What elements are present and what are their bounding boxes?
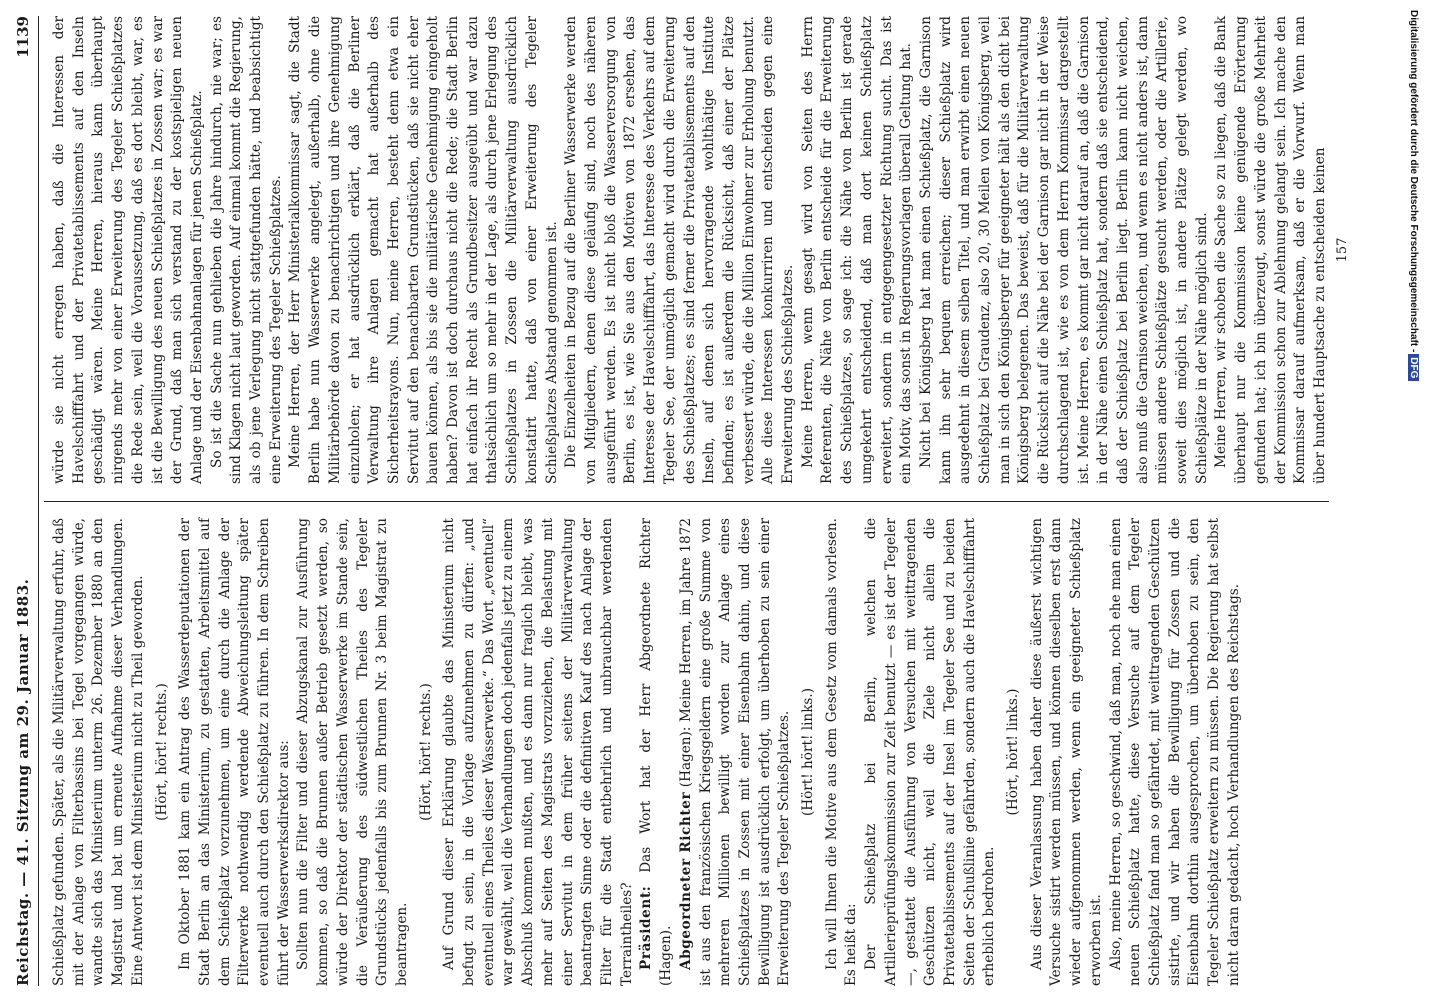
paragraph: Die Einzelheiten in Bezug auf die Berliner Wasserwerke werden von Mitgliedern, denen diese geläufig sind, noch des näheren ausgeführt werden. Es ist nicht bloß die Wasserversorgung von Berlin, es ist, wie Sie aus den Motiven von 1872 ersehen, das Interesse der Havelschifffahrt, das Interesse des Verkehrs auf dem Tegeler See, der unmöglich gemacht wird durch die Erweiterung des Schießplatzes; es sind ferner die Privatetablissements auf den Inseln, auf denen sich hervorragende wohlthätige Institute befinden; es ist außerdem die Rücksicht, daß einer der Plätze verbessert würde, die die Million Einwohner zur Erholung benutzt. Alle diese Interessen konkurriren und entscheiden gegen eine Erweiterung des Schießplatzes. [563, 16, 797, 484]
paragraph: So ist die Sache nun gehlieben die Jahre hindurch, nie war; es sind Klagen nicht laut geworden. Auf einmal kommt die Regierung, als ob jene Verlegung nicht stattgefunden hätte, und beabsichtigt eine Erweiterung des Tegeler Schießplatzes. [208, 16, 284, 484]
paragraph: Sollten nun die Filter und dieser Abzugskanal zur Ausführung kommen, so daß die Brunnen außer Betrieb gesetzt werden, so würde der Direktor der städtischen Wasserwerke im Stande sein, die Veräußerung des südwestlichen Theiles des Tegeler Grundstücks jedenfalls bis zum Brunnen Nr. 3 beim Magistrat zu beantragen. [295, 518, 410, 986]
dfg-credit [1405, 10, 1419, 990]
paragraph: Meine Herren, wir schoben die Sache so zu liegen, daß die Bank überhaupt nur die Kommission keine genügende Erörterung gefunden hat; ich bin überzeugt, sonst würde die große Mehrheit der Kommission schon zur Ablehnung gelangt sein. Ich mache den Kommissar darauf aufmerksam, daß er die Vorwurf. Wenn man über hundert Hauptsache zu entscheiden keinen [1213, 16, 1328, 484]
dfg-credit-text: Digitalisierung gefördert durch die Deutsche Forschungsgemeinschaft - [1408, 10, 1419, 353]
paragraph: Schießplatz gefunden. Später, als die Militärverwaltung erfuhr, daß mit der Anlage von Filterbassins bei Tegel vorgegangen würde, wandte sich das Ministerium unterm 26. Dezember 1880 an den Magistrat und bat um erneute Aufnahme dieser Verhandlungen. Eine Antwort ist dem Ministerium nicht zu Theil geworden. [51, 518, 146, 986]
right-column [50, 16, 1350, 484]
paragraph: Im Oktober 1881 kam ein Antrag des Wasserdeputationen der Stadt Berlin an das Ministerium, zu gestatten, Arbeitsmittel auf dem Schießplatz vorzunehmen, um eine durch die Anlage der Filterwerke nothwendig werdende Abweichungsleitung später eventuell auch durch den Schießplatz zu führen. In dem Schreiben führt der Wasserwerksdirektor aus: [177, 518, 292, 986]
header-title: Reichstag. — 41. Sitzung am 29. Januar 1883. [14, 578, 32, 986]
header-rule [38, 16, 39, 986]
speaker-name: Abgeordneter Richter [677, 791, 694, 970]
speaker-name: Präsident: [638, 885, 655, 970]
interjection: (Hört, hört! rechts.) [417, 683, 434, 821]
left-column [50, 518, 1320, 986]
paragraph: Ich will Ihnen die Motive aus dem Gesetz vom damals vorlesen. Es heißt da: [823, 518, 860, 986]
dfg-logo: DFG [1408, 354, 1419, 381]
paragraph: Nicht bei Königsberg hat man einen Schießplatz, die Garnison kann ihn sehr bequem erreichen; dieser Schießplatz wird ausgedehnt in diesem selben Titel, und man erwirbt einen neuen Schießplatz bei Graudenz, also 20, 30 Meilen von Königsberg, weil man in sich den Königsberger für geeigneter hält als den dicht bei Königsberg belegenen. Das beweist, daß für die Militärverwaltung die Rücksicht auf die Nähe bei der Garnison gar nicht in der Weise durchschlagend ist, wie es von dem Herrn Kommissar dargestellt ist. Meine Herren, es kommt gar nicht darauf an, daß die Garnison in der Nähe einen Schießplatz hat, sondern daß sie entscheidend, daß der Schießplatz bei Berlin liegt. Berlin kann nicht weichen, also muß die Garnison weichen, und wenn es nicht anders ist, dann müssen andere Schießplätze gesucht werden, oder die Artillerie, soweit dies möglich ist, in andere Plätze gelegt werden, wo Schießplätze in der Nähe möglich sind. [917, 16, 1210, 484]
paragraph: Aus dieser Veranlassung haben daher diese äußerst wichtigen Versuche sistirt werden müssen, und können dieselben erst dann wieder aufgenommen werden, wenn ein geeigneter Schießplatz erworben ist. [1028, 518, 1104, 986]
page-header [14, 16, 38, 986]
paragraph: Abgeordneter Richter (Hagen): Meine Herren, im Jahre 1872 ist aus den französischen Kriegsgeldern eine große Summe von mehreren Millionen bewilligt worden zur Anlage eines Schießplatzes in Zossen mit einer Eisenbahn dahin, und diese Bewilligung ist ausdrücklich erfolgt, um überhoben zu sein einer Erweiterung des Tegeler Schießplatzes. [677, 518, 793, 986]
interjection: (Hört! hört! links.) [800, 687, 817, 817]
paragraph: Meine Herren, wenn gesagt wird von Seiten des Herrn Referenten, die Nähe von Berlin entscheide für die Erweiterung des Schießplatzes, so sage ich: die Nähe von Berlin ist gerade umgekehrt entscheidend, daß man dort keinen Schießplatz erweitert, sondern in entgegengesetzter Richtung sucht. Das ist ein Motiv, das sonst in Regierungsvorlagen überall Geltung hat. [799, 16, 915, 484]
interjection: (Hört, hört! rechts.) [153, 683, 170, 821]
paragraph: Der Schießplatz bei Berlin, welchen die Artillerieprüfungskommission zur Zeit benutzt — es ist der Tegeler —, gestattet die Ausführung von Versuchen mit weittragenden Geschützen nicht, weil die Ziele nicht allein die Privatetablissements auf der Insel im Tegeler See und zu beiden Seiten der Schußlinie gefährden, sondern auch die Havelschifffahrt erheblich bedrohen. [863, 518, 998, 986]
paragraph: würde sie nicht erregen haben, daß die Interessen der Havelschifffahrt und der Privatetablissements auf den Inseln geschädigt wären. Meine Herren, hieraus kann überhaupt nirgends mehr von einer Erweiterung des Tegeler Schießplatzes die Rede sein, weil die Voraussetzung, daß es dort bleibt, war, es ist die Bewilligung des neuen Schießplatzes in Zossen war; es war der Grund, daß man sich verstand zu der kostspieligen neuen Anlage und der Eisenbahnanlagen für jenen Schießplatz. [51, 16, 205, 484]
paragraph: Auf Grund dieser Erklärung glaubte das Ministerium nicht befugt zu sein, in die Vorlage aufzunehmen zu dürfen: „und eventuell eines Theiles dieser Wasserwerke.“ Das Wort „eventuell“ war gewählt, weil die Verhandlungen doch jedenfalls jetzt zu einem Abschluß kommen mußten, und es dann nur fraglich bleibt, was mehr auf Seiten des Magistrats vorzuziehen, die Belastung mit einer Servitut in dem früher seitens der Militärverwaltung beantragten Sinne oder die definitiven Kauf des nach Anlage der Filter für die Stadt entbehrlich und unbrauchbar werdenden Terraintheiles? [441, 518, 635, 986]
paragraph: Präsident: Das Wort hat der Herr Abgeordnete Richter (Hagen). [638, 518, 675, 986]
signature-number: 157 [1334, 237, 1350, 263]
column-divider [44, 501, 1329, 502]
paragraph: Also, meine Herren, so geschwind, daß man, noch ehe man einen neuen Schießplatz hatte, diese Versuche auf dem Tegeler Schießplatz fand man so gefährdet, mit weittragenden Geschützen sistirte, und wir haben die Bewilligung für Zossen und die Eisenbahn dorthin ausgesprochen, um überhoben zu sein, den Tegeler Schießplatz erweitern zu müssen. Die Regierung hat selbst nicht daran gedacht, hoch Verhandlungen des Reichstags. [1107, 518, 1242, 986]
paragraph: Meine Herren, der Herr Ministerialkommissar sagt, die Stadt Berlin habe nun Wasserwerke angelegt, außerhalb, ohne die Militärbehörde davon zu benachrichtigen und ihre Genehmigung einzuholen; er hat ausdrücklich erklärt, daß die Berliner Verwaltung ihre Anlagen gemacht hat außerhalb des Sicherheitsrayons. Nun, meine Herren, besteht denn etwa ein Servitut auf den benachbarten Grundstücken, daß sie nicht eher bauen können, als bis sie die militärische Genehmigung eingeholt haben? Davon ist doch durchaus nicht die Rede; die Stadt Berlin hat einfach ihr Recht als Grundbesitzer ausgeübt und war dazu thatsächlich um so mehr in der Lage, als durch jene Erlegung des Schießplatzes in Zossen die Militärverwaltung ausdrücklich konstatirt hatte, daß von einer Erweiterung des Tegeler Schießplatzes Abstand genommen ist. [287, 16, 560, 484]
page-number: 1139 [14, 16, 32, 58]
interjection: (Hört, hört! links.) [1005, 688, 1022, 816]
